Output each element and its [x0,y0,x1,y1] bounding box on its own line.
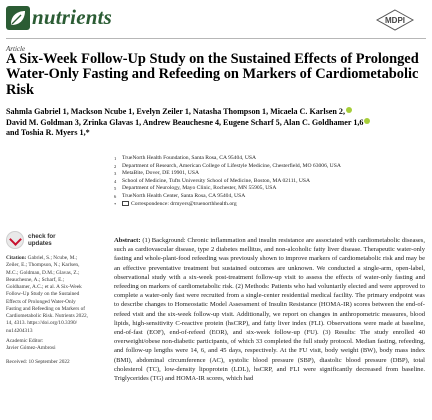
citation-label: Citation: [6,255,27,261]
check-updates-icon [6,231,24,249]
orcid-icon[interactable] [364,118,370,124]
updates-line-2: updates [28,240,52,247]
affiliation-list [114,155,426,208]
author-line-1: Sahmla Gabriel 1, Mackson Ncube 1, Evelyn Zeiler 1, Natasha Thompson 1, Micaela C. Karlsen 2, [6,107,424,118]
updates-line-1: check for [28,233,56,240]
abstract-label: Abstract: [114,237,141,244]
doi-link[interactable]: 14, 4313. https://doi.org/10.3390/ [6,320,78,327]
orcid-icon[interactable] [346,107,352,113]
doi-link-tail[interactable]: nu14204313 [6,327,33,334]
abstract [114,236,425,383]
author-line-2: David M. Goldman 3, Zrinka Glavas 1, Andrew Beauchesne 4, Eugene Scharf 5, Alan C. Goldhamer 1,6 [6,118,424,129]
header-rule [6,38,426,39]
citation-block: Citation: Gabriel, S.; Ncube, M.; Zeiler, E.; Thompson, N.; Karlsen, M.C.; Goldman, D.M.; Glavas, Z.; Beauchesne, A.; Scharf, E.; Goldhamer, A.C.; et al. A Six-Week Follow-Up Study on the Sustained Effects of Prolonged Water-Only Fasting and Refeeding on Markers of Cardiometabolic Risk. Nutrients 2022, 14, 4313. https://doi.org/10.3390/ nu14204313 [6,255,88,334]
correspondence: * Correspondence: drmyers@truenorthhealth.org [114,200,237,207]
received-date: Received: 10 September 2022 [6,358,70,365]
editor-label: Academic Editor: [6,337,44,344]
article-title: A Six-Week Follow-Up Study on the Sustained Effects of Prolonged Water-Only Fasting and Refeeding on Markers of Cardiometabolic Risk [6,51,419,98]
correspondence-email[interactable]: Correspondence: drmyers@truenorthhealth.org [131,200,237,207]
affiliation-item: 6 TrueNorth Health Center, Santa Rosa, CA 95404, USA [114,192,246,199]
journal-name: nutrients [32,5,113,29]
article-sidebar [6,231,104,366]
affiliation-item: 1 TrueNorth Health Foundation, Santa Rosa, CA 95404, USA [114,155,257,161]
author-line-3: and Toshia R. Myers 1,* [6,128,90,137]
mdpi-wordmark: MDPI [385,16,405,25]
author-list [6,107,424,139]
editor-name: Javier Gómez-Ambrosi [6,344,56,351]
envelope-icon [122,201,129,207]
affiliation-item: 3 MetaBite, Dover, DE 19901, USA [114,170,199,177]
journal-logo-icon [6,6,30,30]
journal-header [0,0,432,40]
affiliation-item: 4 School of Medicine, Tufts University School of Medicine, Boston, MA 02111, USA [114,177,311,184]
affiliation-item: 2 Department of Research, American College of Lifestyle Medicine, Chesterfield, MO 63006, USA [114,162,341,169]
affiliation-item: 5 Department of Neurology, Mayo Clinic, Rochester, MN 55905, USA [114,185,277,192]
abstract-text: (1) Background: Chronic inflammation and insulin resistance are associated with cardiometabolic diseases, such as cardiovascular disease, type 2 diabetes mellitus, and non-alcoholic fatty liver disease. Therapeutic water-only fasting and whole-plant-food refeeding was previously shown to improve markers of cardiometabolic risk and may be an effective preventative treatment but sustained outcomes are unknown. We conducted a single-arm, open-label, observational study with a six-week post-treatment follow-up visit to assess the effects of water-only fasting and refeeding on markers of cardiometabolic risk. (2) Methods: Patients who had voluntarily elected and were approved to complete a water-only fast were recruited from a single-center residential medical facility. The primary endpoint was to describe changes to Homeostatic Model Assessment of Insulin Resistance (HOMA-IR) scores between the end-of-refeed visit and the six-week follow-up visit. Additionally, we report on changes in anthropometric measures, blood lipids, high-sensitivity C-reactive protein (hsCRP), and fatty liver index (FLI). Observations were made at baseline, end-of-fast (EOF), end-of-refeed (EOR), and six-week follow-up (FU). (3) Results: The study enrolled 40 overweight/obese non-diabetic participants, of which 33 completed the full study protocol. Median fasting, refeeding, and follow-up lengths were 14, 6, and 45 days, respectively. At the FU visit, body weight (BW), body mass index (BMI), abdominal circumference (AC), systolic blood pressure (SBP), diastolic blood pressure (DBP), total cholesterol (TC), low-density lipoprotein (LDL), hsCRP, and FLI were significantly decreased from baseline. Triglycerides (TG) and HOMA-IR scores, which had [114,237,425,383]
editor-info [6,338,104,366]
article-type-label: Article [6,45,26,53]
check-for-updates-button[interactable] [6,231,104,249]
mdpi-logo-icon [376,9,414,31]
